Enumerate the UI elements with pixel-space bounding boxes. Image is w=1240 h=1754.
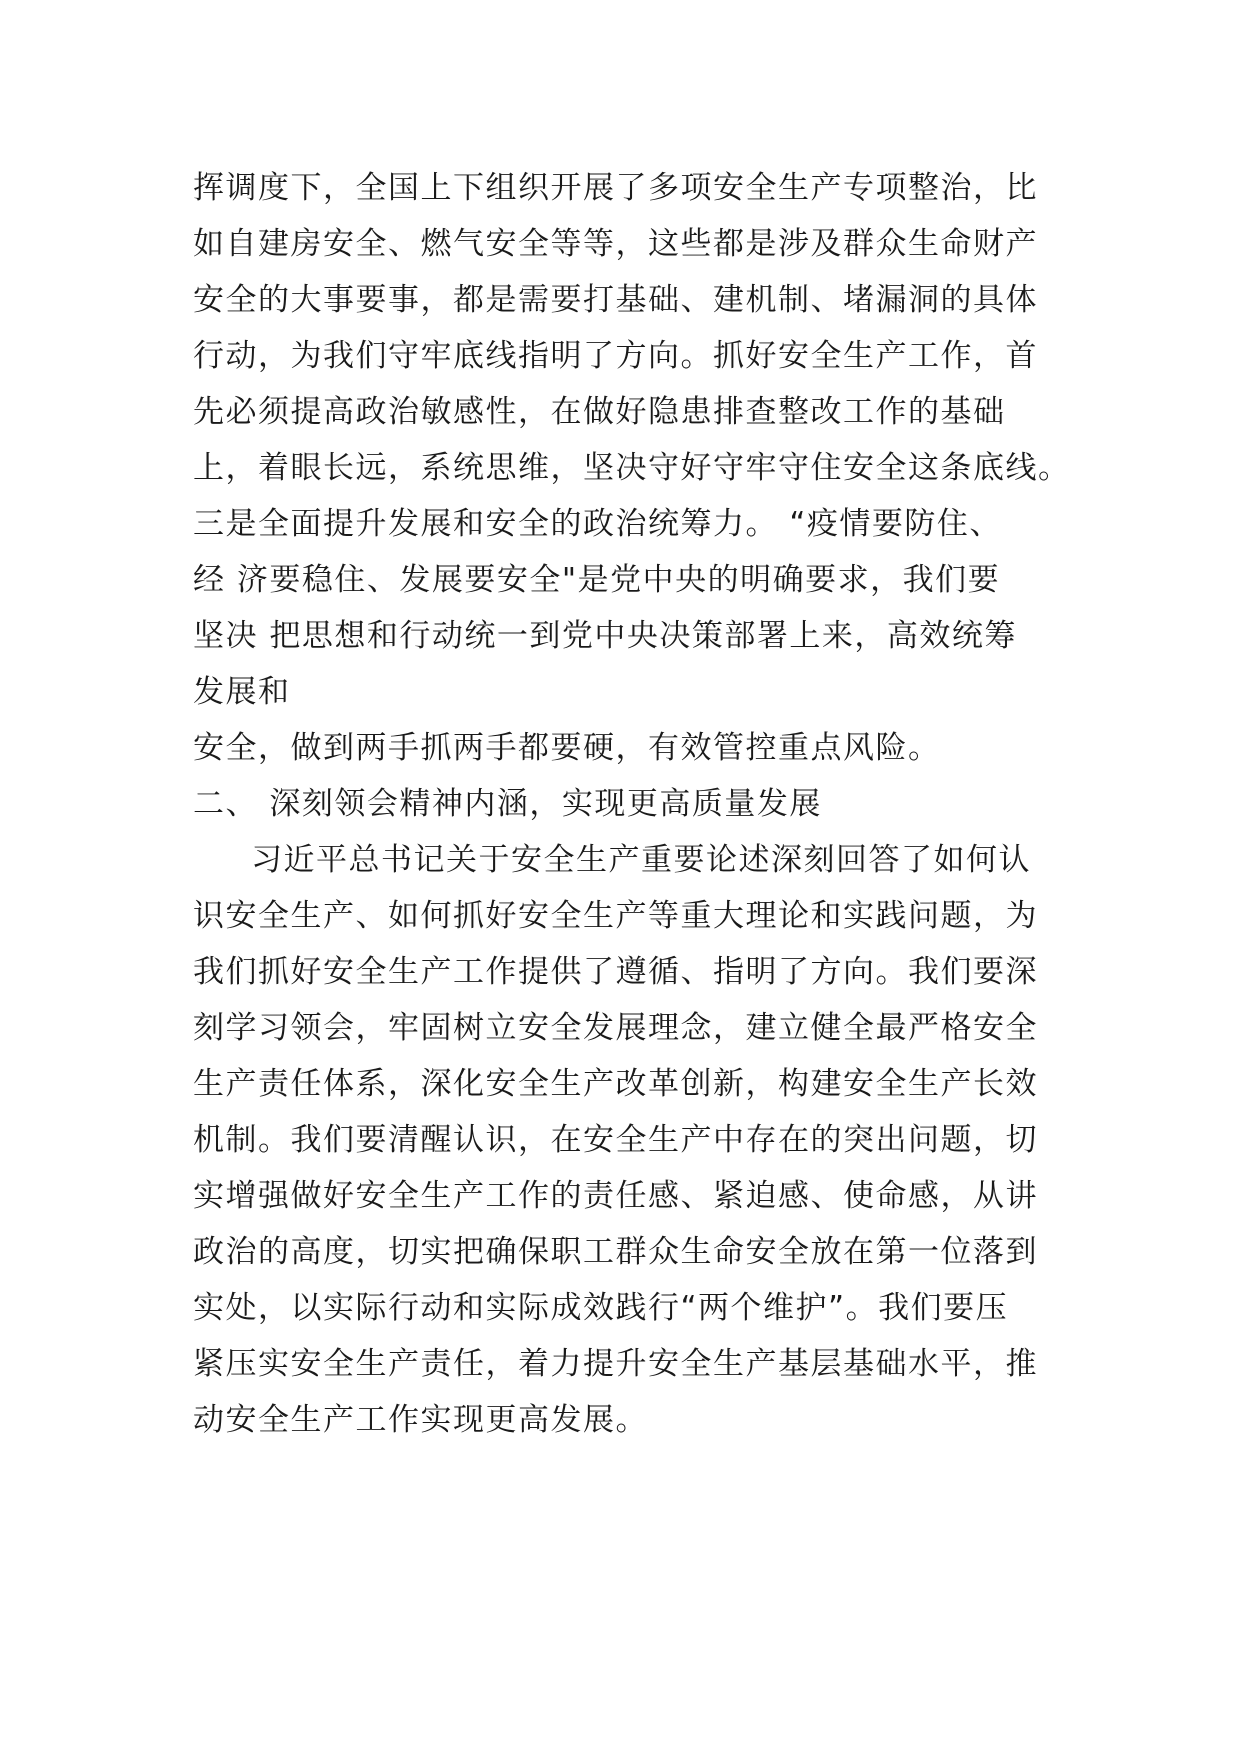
document-body [193, 160, 1071, 1448]
text-line: 机制。我们要清醒认识，在安全生产中存在的突出问题，切 [193, 1122, 1038, 1158]
text-line: 发展和 [193, 674, 291, 710]
text-line: 如自建房安全、燃气安全等等，这些都是涉及群众生命财产 [193, 226, 1038, 262]
text-line: 行动，为我们守牢底线指明了方向。抓好安全生产工作，首 [193, 338, 1038, 374]
text-line: 刻学习领会，牢固树立安全发展理念，建立健全最严格安全 [193, 1010, 1038, 1046]
text-line: 挥调度下，全国上下组织开展了多项安全生产专项整治，比 [193, 170, 1038, 206]
text-line: 安全，做到两手抓两手都要硬，有效管控重点风险。 [193, 730, 941, 766]
text-line: 先必须提高政治敏感性，在做好隐患排查整改工作的基础 [193, 394, 1006, 430]
text-line: 上，着眼长远，系统思维，坚决守好守牢守住安全这条底线。 [193, 450, 1071, 486]
text-line: 紧压实安全生产责任，着力提升安全生产基层基础水平，推 [193, 1346, 1038, 1382]
text-line: 识安全生产、如何抓好安全生产等重大理论和实践问题，为 [193, 898, 1038, 934]
text-line: 坚决 把思想和行动统一到党中央决策部署上来，高效统筹 [193, 618, 1017, 654]
text-line: 政治的高度，切实把确保职工群众生命安全放在第一位落到 [193, 1234, 1038, 1270]
section-heading: 二、 深刻领会精神内涵，实现更高质量发展 [193, 786, 822, 822]
text-line: 动安全生产工作实现更高发展。 [193, 1402, 648, 1438]
text-line: 经 济要稳住、发展要安全"是党中央的明确要求，我们要 [193, 562, 1001, 598]
text-line: 实处，以实际行动和实际成效践行“两个维护”。我们要压 [193, 1290, 1009, 1326]
text-line: 我们抓好安全生产工作提供了遵循、指明了方向。我们要深 [193, 954, 1038, 990]
paragraph-first-line: 习近平总书记关于安全生产重要论述深刻回答了如何认 [251, 842, 1031, 878]
text-line: 安全的大事要事，都是需要打基础、建机制、堵漏洞的具体 [193, 282, 1038, 318]
text-line: 生产责任体系，深化安全生产改革创新，构建安全生产长效 [193, 1066, 1038, 1102]
text-line: 实增强做好安全生产工作的责任感、紧迫感、使命感，从讲 [193, 1178, 1038, 1214]
text-line: 三是全面提升发展和安全的政治统筹力。 “疫情要防住、 [193, 506, 1002, 542]
